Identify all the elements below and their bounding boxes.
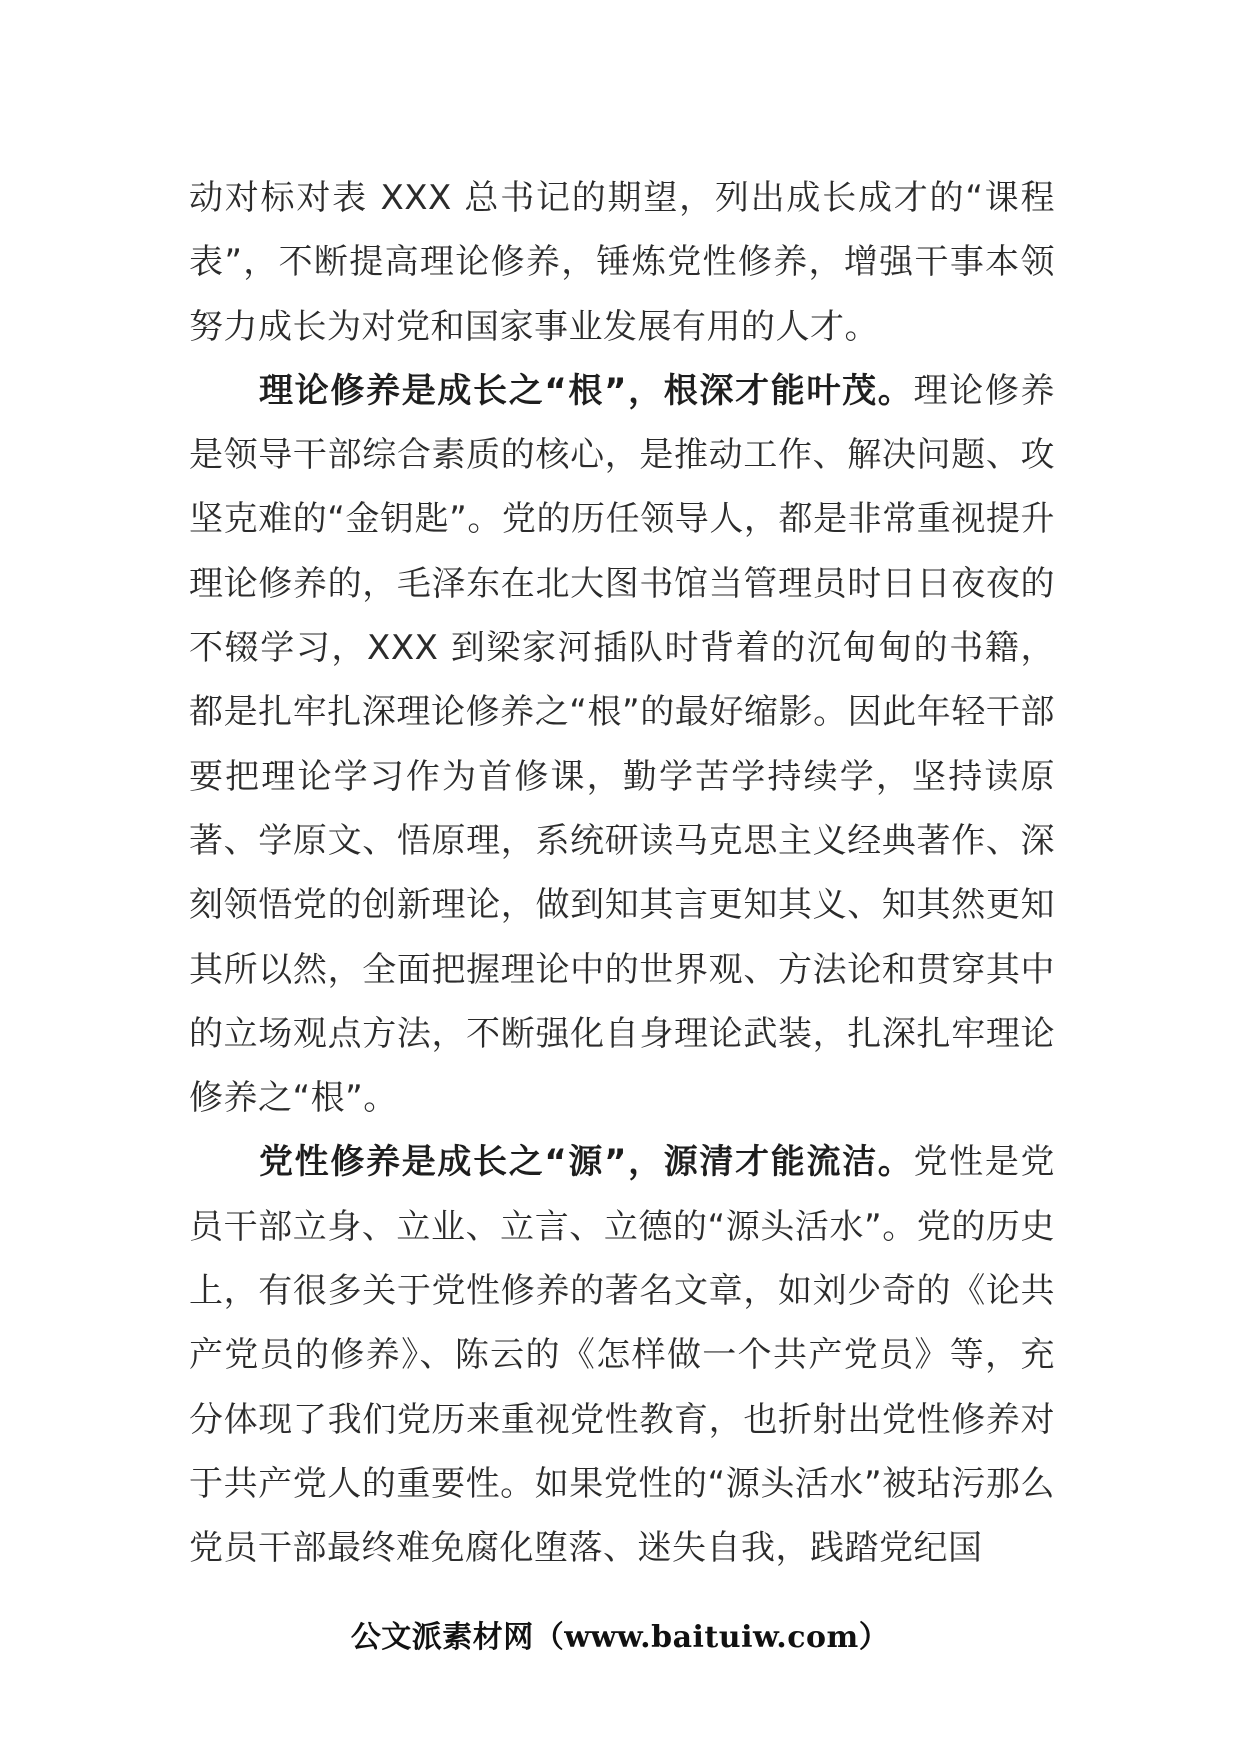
paragraph-theory-cultivation bbox=[189, 359, 1055, 1131]
page-footer-source: 公文派素材网（www.baituiw.com） bbox=[350, 1620, 890, 1655]
paragraph-continued bbox=[189, 166, 1055, 359]
paragraph-lead-heading: 党性修养是成长之“源”，源清才能流洁。 bbox=[259, 1142, 914, 1183]
paragraph-lead-heading: 理论修养是成长之“根”，根深才能叶茂。 bbox=[259, 370, 914, 411]
paragraph-text: 理论修养是领导干部综合素质的核心，是推动工作、解决问题、攻坚克难的“金钥匙”。党的历任领导人，都是非常重视提升理论修养的，毛泽东在北大图书馆当管理员时日日夜夜的不辍学习，XXX 到梁家河插队时背着的沉甸甸的书籍，都是扎牢扎深理论修养之“根”的最好缩影。因此年轻干部要把理论学习作为首修课，勤学苦学持续学，坚持读原著、学原文、悟原理，系统研读马克思主义经典著作、深刻领悟党的创新理论，做到知其言更知其义、知其然更知其所以然，全面把握理论中的世界观、方法论和贯穿其中的立场观点方法，不断强化自身理论武装，扎深扎牢理论修养之“根”。 bbox=[189, 370, 1056, 1119]
document-body bbox=[189, 166, 1055, 1581]
paragraph-text: 动对标对表 XXX 总书记的期望，列出成长成才的“课程表”，不断提高理论修养，锤炼党性修养，增强干事本领努力成长为对党和国家事业发展有用的人才。 bbox=[189, 178, 1055, 347]
paragraph-party-spirit bbox=[189, 1130, 1055, 1580]
paragraph-text: 党性是党员干部立身、立业、立言、立德的“源头活水”。党的历史上，有很多关于党性修养的著名文章，如刘少奇的《论共产党员的修养》、陈云的《怎样做一个共产党员》等，充分体现了我们党历来重视党性教育，也折射出党性修养对于共产党人的重要性。如果党性的“源头活水”被玷污那么党员干部最终难免腐化堕落、迷失自我，践踏党纪国 bbox=[189, 1142, 1056, 1569]
